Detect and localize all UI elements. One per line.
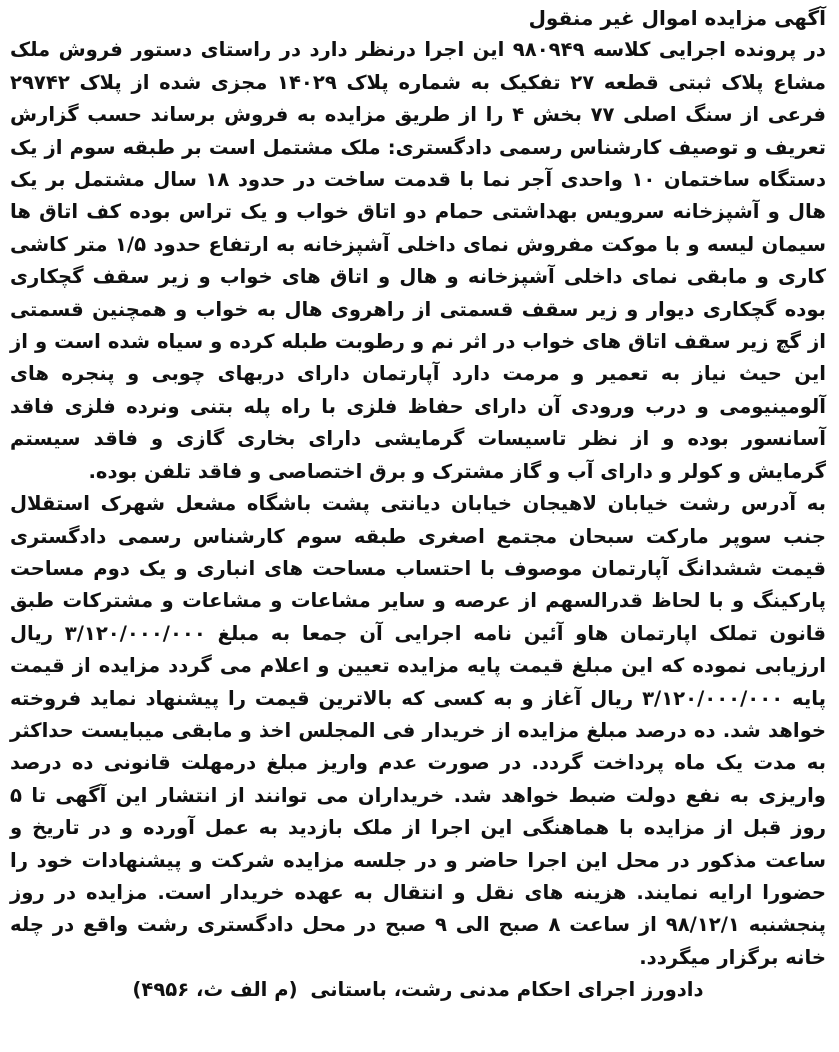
notice-reference-code: (م الف ث، ۴۹۵۶) (132, 978, 298, 1002)
notice-paragraph-auction-terms: به آدرس رشت خیابان لاهیجان خیابان دیانتی پشت باشگاه مشعل شهرک استقلال جنب سوپر مارکت سبحان مجتمع اصغری طبقه سوم کارشناس رسمی دادگستری قیمت ششدانگ آپارتمان موصوف با احتساب مساحت های انباری و یک دوم مساحت پارکینگ و با لحاظ قدرالسهم از عرصه و سایر مشاعات و مشاعات و مشترکات طبق قانون تملک اپارتمان هاو آئین نامه اجرایی آن جمعا به مبلغ ۳/۱۲۰/۰۰۰/۰۰۰ ریال ارزیابی نموده که این مبلغ قیمت پایه مزایده تعیین و اعلام می گردد مزایده از قیمت پایه ۳/۱۲۰/۰۰۰/۰۰۰ ریال آغاز و به کسی که بالاترین قیمت را پیشنهاد نماید فروخته خواهد شد. ده درصد مبلغ مزایده از خریدار فی المجلس اخذ و مابقی میبایست حداکثر به مدت یک ماه پرداخت گردد. در صورت عدم واریز مبلغ درمهلت قانونی ده درصد واریزی به نفع دولت ضبط خواهد شد. خریداران می توانند از انتشار این آگهی تا ۵ روز قبل از مزایده با هماهنگی این اجرا از ملک بازدید به عمل آورده و در تاریخ و ساعت مذکور در محل این اجرا حاضر و در جلسه مزایده شرکت و پیشنهادات خود را حضورا ارایه نمایند. هزینه های نقل و انتقال به عهده خریدار است. مزایده در روز پنجشنبه ۹۸/۱۲/۱ از ساعت ۸ صبح الی ۹ صبح در محل دادگستری رشت واقع در چله خانه برگزار میگردد. (10, 492, 827, 969)
notice-footer (10, 974, 826, 1006)
notice-paragraph-property-description: در پرونده اجرایی کلاسه ۹۸۰۹۴۹ این اجرا درنظر دارد در راستای دستور فروش ملک مشاع پلاک ثبتی قطعه ۲۷ تفکیک به شماره پلاک ۱۴۰۲۹ مجزی شده از پلاک ۲۹۷۴۲ فرعی از سنگ اصلی ۷۷ بخش ۴ را از طریق مزایده به فروش برساند حسب گزارش تعریف و توصیف کارشناس رسمی دادگستری: ملک مشتمل است بر طبقه سوم از یک دستگاه ساختمان ۱۰ واحدی آجر نما با قدمت ساخت در حدود ۱۸ سال مشتمل بر یک هال و آشپزخانه سرویس بهداشتی حمام دو اتاق خواب و یک تراس بوده کف اتاق ها سیمان لیسه و با موکت مفروش نمای داخلی آشپزخانه به ارتفاع حدود ۱/۵ متر کاشی کاری و مابقی نمای داخلی آشپزخانه و هال و اتاق های خواب و زیر سقف گچکاری بوده گچکاری دیوار و زیر سقف قسمتی از راهروی هال به خواب و همچنین قسمتی از گچ زیر سقف اتاق های خواب در اثر نم و رطوبت طبله کرده و سیاه شده است و از این حیث نیاز به تعمیر و مرمت دارد آپارتمان دارای دربهای چوبی و پنجره های آلومینیومی و درب ورودی آن دارای حفاظ فلزی با راه پله بتنی ونرده فلزی فاقد آسانسور بوده و از نظر تاسیسات گرمایشی دارای بخاری گازی و فاقد سیستم گرمایش و کولر و دارای آب و گاز مشترک و برق اختصاصی و فاقد تلفن بوده. (10, 38, 827, 483)
notice-title: آگهی مزایده اموال غیر منقول (528, 6, 826, 30)
notice-signature: دادورز اجرای احکام مدنی رشت، باستانی (310, 978, 704, 1002)
auction-notice (10, 2, 826, 1007)
